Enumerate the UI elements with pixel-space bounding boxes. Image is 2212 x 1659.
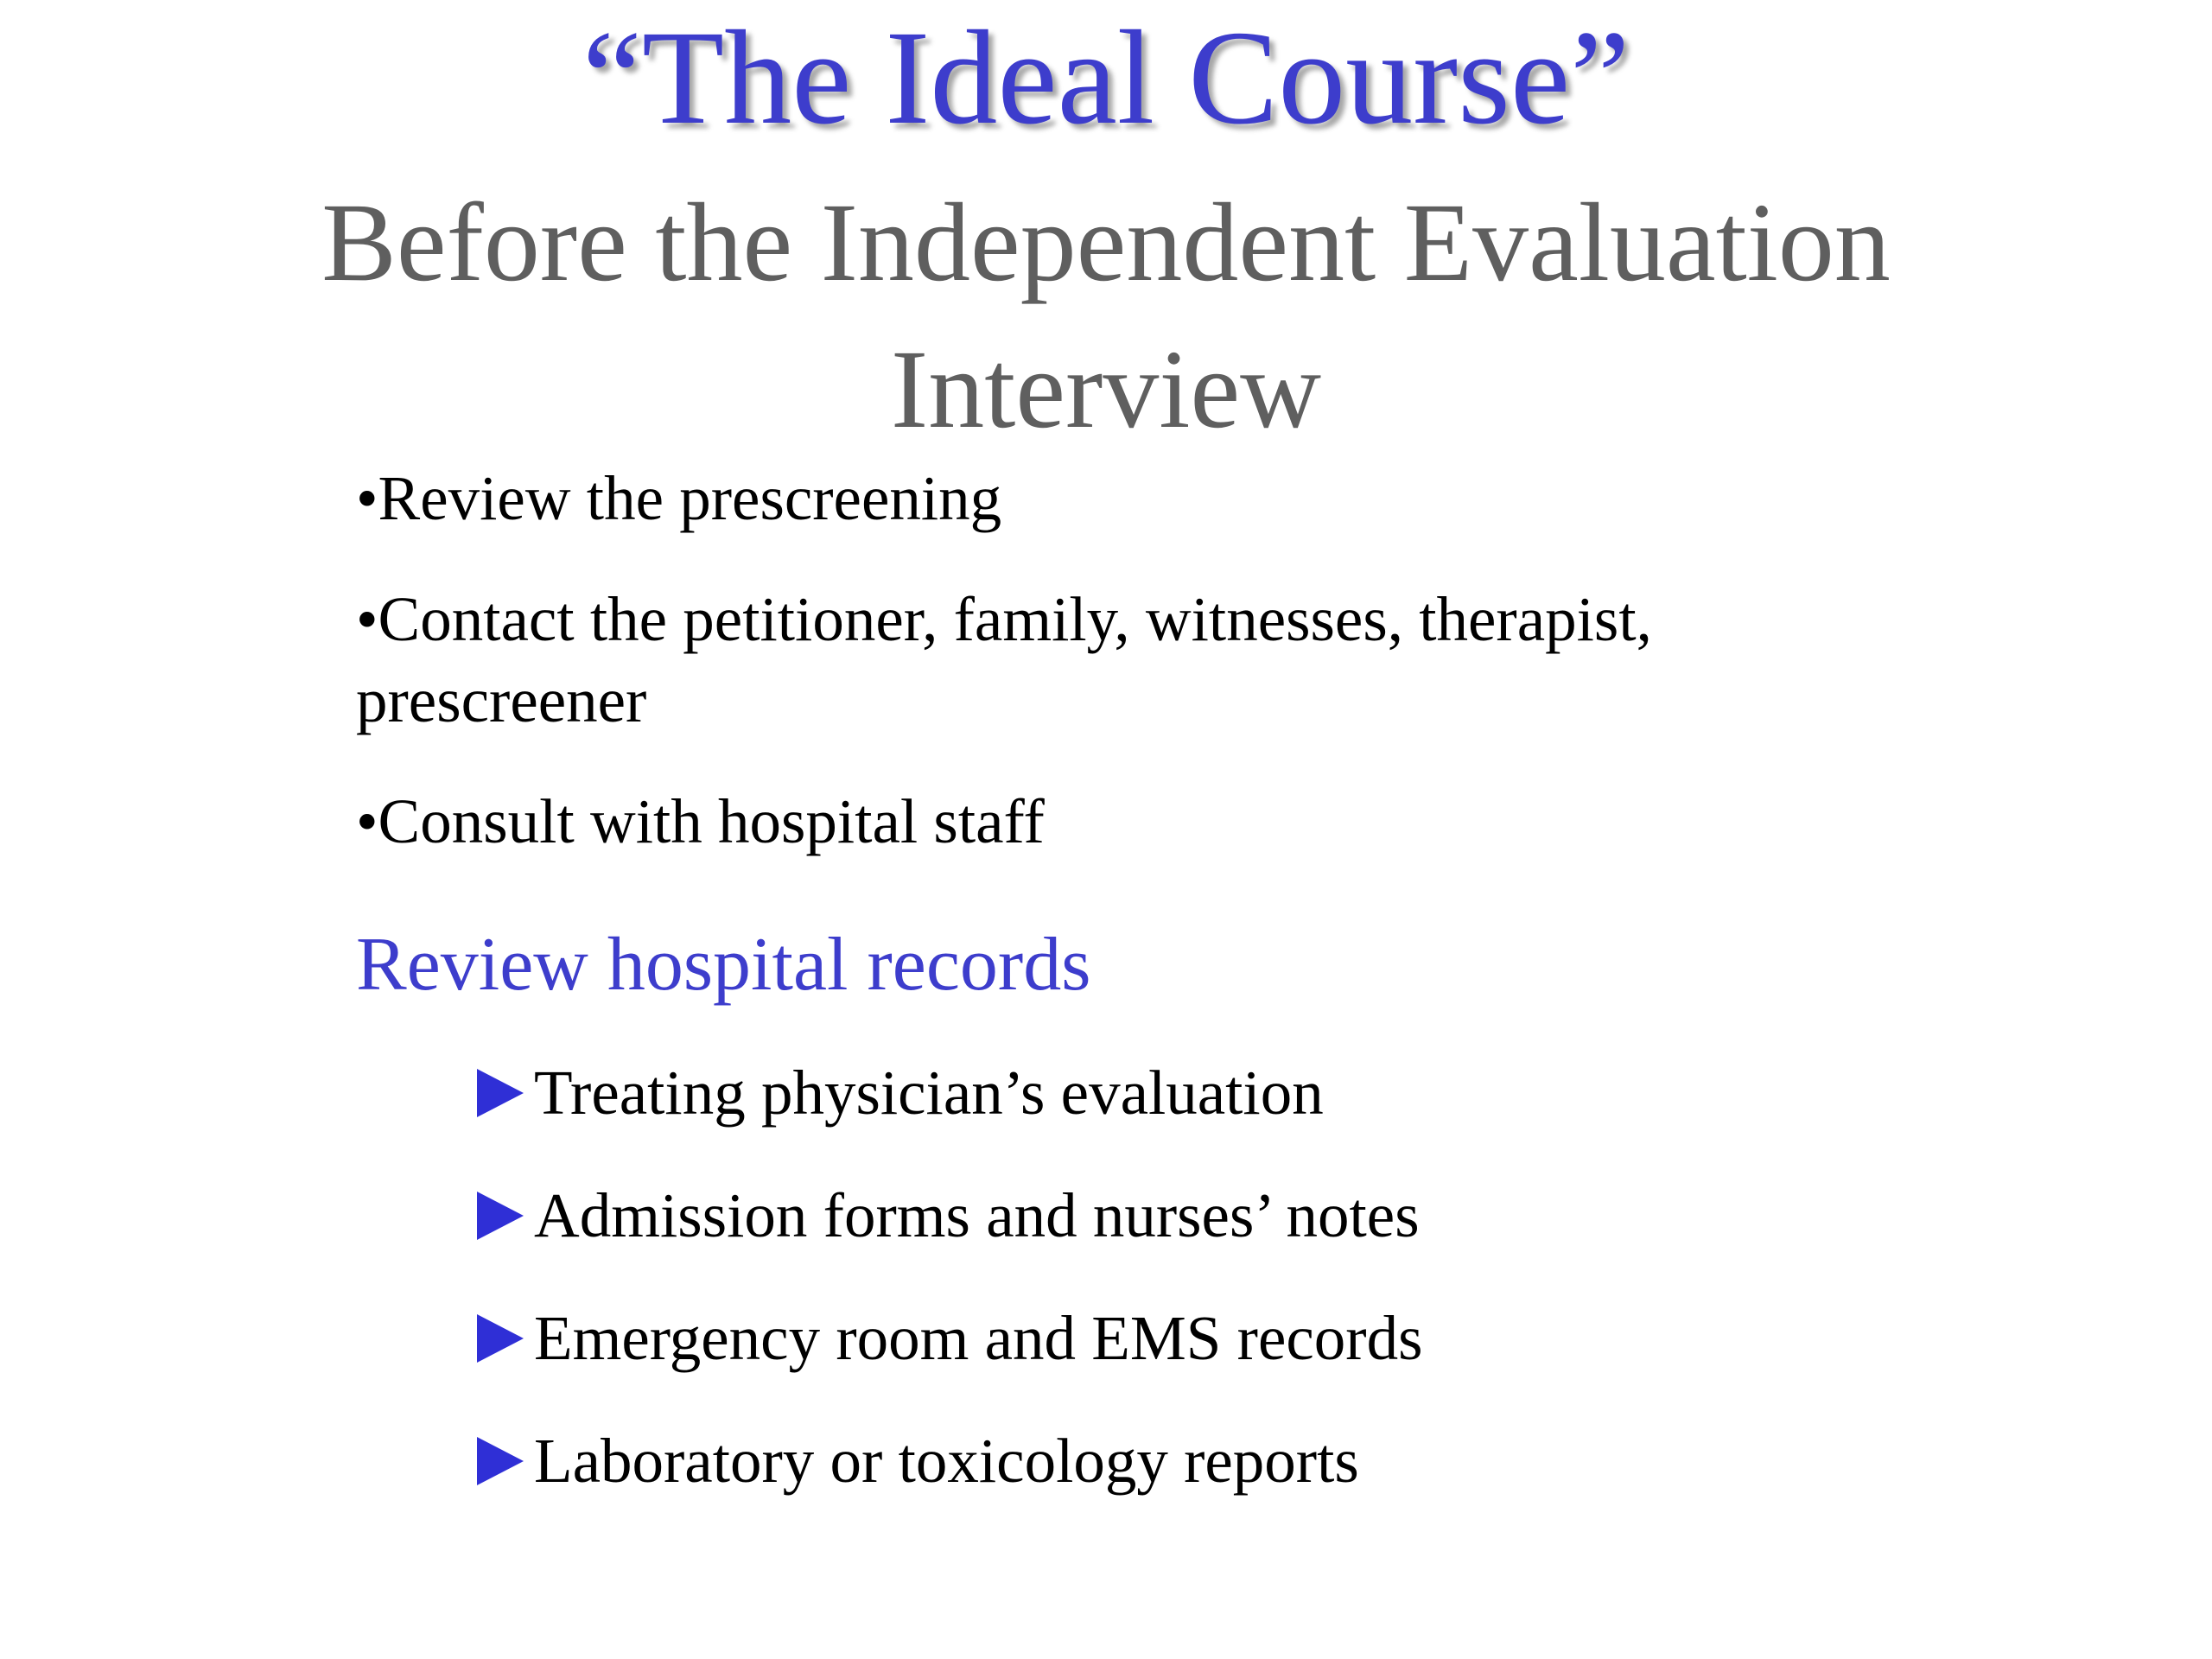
triangle-right-icon: [477, 1192, 524, 1240]
slide-subtitle: [0, 169, 2212, 463]
section-heading: Review hospital records: [356, 923, 1091, 1007]
subtitle-line-1: Before the Independent Evaluation: [321, 181, 1891, 305]
sub-bullet-text: Treating physician’s evaluation: [534, 1058, 1324, 1128]
bullet-item: •Consult with hospital staff: [356, 786, 1045, 856]
bullet-list: [356, 458, 1911, 902]
bullet-item: •Review the prescreening: [356, 463, 1002, 533]
sub-bullet-list: [477, 1052, 1423, 1543]
subtitle-line-2: Interview: [890, 327, 1322, 452]
triangle-right-icon: [477, 1437, 524, 1485]
sub-bullet-item: [477, 1175, 1423, 1256]
sub-bullet-text: Emergency room and EMS records: [534, 1303, 1423, 1373]
sub-bullet-text: Laboratory or toxicology reports: [534, 1426, 1359, 1496]
triangle-right-icon: [477, 1069, 524, 1117]
sub-bullet-item: [477, 1052, 1423, 1134]
triangle-right-icon: [477, 1314, 524, 1363]
sub-bullet-item: [477, 1298, 1423, 1379]
slide-title: “The Ideal Course”: [582, 3, 1630, 152]
sub-bullet-item: [477, 1421, 1423, 1502]
sub-bullet-text: Admission forms and nurses’ notes: [534, 1180, 1420, 1250]
bullet-item: •Contact the petitioner, family, witnesses, therapist, prescreener: [356, 584, 1652, 735]
